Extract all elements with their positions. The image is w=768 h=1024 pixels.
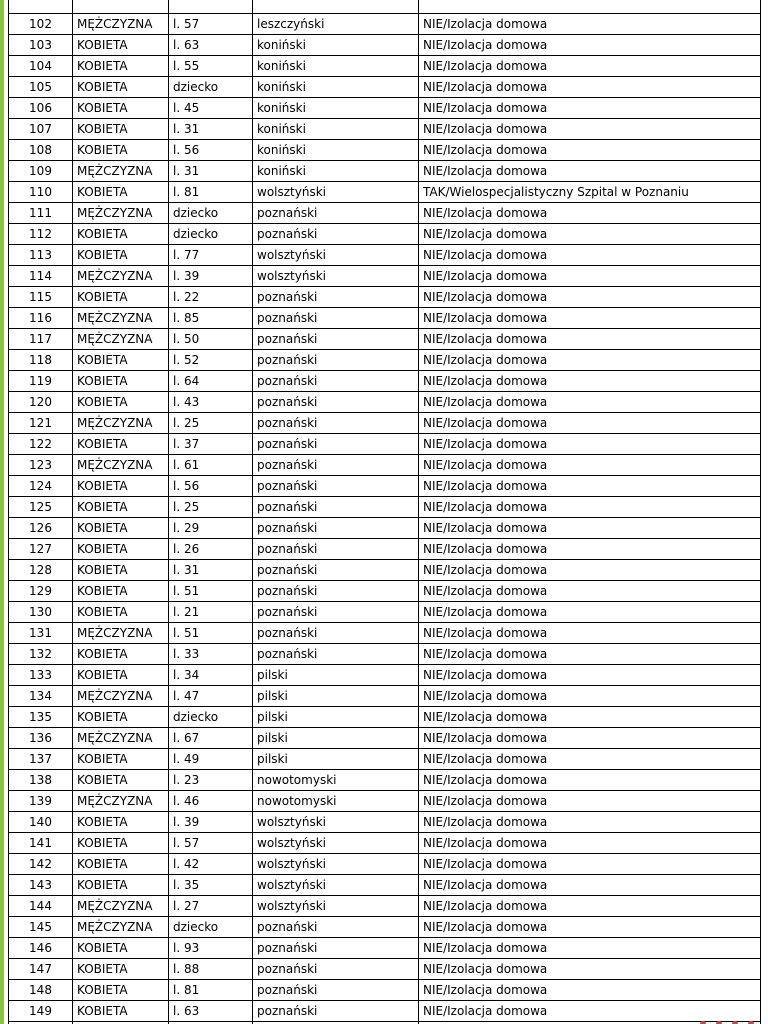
sex-cell: KOBIETA [73,518,169,539]
age-cell: dziecko [169,224,253,245]
case-number-cell: 103 [9,35,73,56]
case-number-cell: 149 [9,1001,73,1022]
hospitalization-cell: NIE/Izolacja domowa [419,644,761,665]
case-number-cell [9,0,73,14]
case-number-cell: 127 [9,539,73,560]
county-cell: pilski [253,749,419,770]
sex-cell: KOBIETA [73,350,169,371]
county-cell: poznański [253,224,419,245]
county-cell: pilski [253,686,419,707]
age-cell: dziecko [169,77,253,98]
age-cell: l. 37 [169,434,253,455]
table-row [9,770,761,791]
case-number-cell: 148 [9,980,73,1001]
sex-cell: MĘŻCZYZNA [73,623,169,644]
hospitalization-cell: NIE/Izolacja domowa [419,728,761,749]
age-cell: l. 52 [169,350,253,371]
county-cell: pilski [253,665,419,686]
age-cell: l. 61 [169,455,253,476]
sex-cell: KOBIETA [73,602,169,623]
age-cell: l. 88 [169,959,253,980]
county-cell: wolsztyński [253,812,419,833]
sex-cell: KOBIETA [73,56,169,77]
table-row [9,56,761,77]
case-number-cell: 139 [9,791,73,812]
county-cell: wolsztyński [253,245,419,266]
case-number-cell: 129 [9,581,73,602]
county-cell: koniński [253,98,419,119]
table-row [9,581,761,602]
case-number-cell: 140 [9,812,73,833]
sex-cell: KOBIETA [73,665,169,686]
table-row [9,707,761,728]
sex-cell: KOBIETA [73,35,169,56]
table-row [9,497,761,518]
sex-cell: KOBIETA [73,539,169,560]
sex-cell: MĘŻCZYZNA [73,413,169,434]
sex-cell: KOBIETA [73,476,169,497]
county-cell: koniński [253,77,419,98]
sex-cell: KOBIETA [73,581,169,602]
age-cell: l. 43 [169,392,253,413]
table-row [9,182,761,203]
case-number-cell: 132 [9,644,73,665]
table-row [9,0,761,14]
sex-cell: MĘŻCZYZNA [73,728,169,749]
county-cell: poznański [253,980,419,1001]
age-cell: dziecko [169,203,253,224]
hospitalization-cell: NIE/Izolacja domowa [419,686,761,707]
county-cell: poznański [253,329,419,350]
table-row [9,371,761,392]
case-number-cell: 102 [9,14,73,35]
hospitalization-cell: NIE/Izolacja domowa [419,896,761,917]
age-cell: l. 85 [169,308,253,329]
sex-cell: KOBIETA [73,119,169,140]
table-row [9,602,761,623]
case-number-cell: 108 [9,140,73,161]
case-number-cell: 131 [9,623,73,644]
sex-cell: KOBIETA [73,371,169,392]
hospitalization-cell: NIE/Izolacja domowa [419,980,761,1001]
hospitalization-cell: NIE/Izolacja domowa [419,98,761,119]
table-row [9,812,761,833]
sex-cell: MĘŻCZYZNA [73,266,169,287]
table-row [9,560,761,581]
hospitalization-cell: NIE/Izolacja domowa [419,539,761,560]
county-cell: wolsztyński [253,854,419,875]
hospitalization-cell: NIE/Izolacja domowa [419,602,761,623]
sex-cell: MĘŻCZYZNA [73,896,169,917]
sex-cell: KOBIETA [73,287,169,308]
county-cell: poznański [253,434,419,455]
table-row [9,140,761,161]
age-cell: l. 35 [169,875,253,896]
sex-cell: KOBIETA [73,245,169,266]
county-cell: poznański [253,392,419,413]
table-row [9,287,761,308]
age-cell: l. 22 [169,287,253,308]
case-number-cell: 109 [9,161,73,182]
case-table-body [9,0,761,1024]
case-number-cell: 107 [9,119,73,140]
age-cell: l. 93 [169,938,253,959]
county-cell: poznański [253,938,419,959]
hospitalization-cell: NIE/Izolacja domowa [419,833,761,854]
hospitalization-cell: NIE/Izolacja domowa [419,371,761,392]
county-cell: koniński [253,35,419,56]
hospitalization-cell: NIE/Izolacja domowa [419,35,761,56]
county-cell: poznański [253,203,419,224]
county-cell: poznański [253,476,419,497]
age-cell: l. 57 [169,833,253,854]
age-cell: dziecko [169,707,253,728]
hospitalization-cell: NIE/Izolacja domowa [419,119,761,140]
age-cell: l. 64 [169,371,253,392]
county-cell: koniński [253,140,419,161]
case-number-cell: 130 [9,602,73,623]
age-cell: l. 51 [169,581,253,602]
age-cell: l. 51 [169,623,253,644]
hospitalization-cell: NIE/Izolacja domowa [419,245,761,266]
green-edge-stripe [0,0,4,1024]
case-number-cell: 145 [9,917,73,938]
hospitalization-cell: NIE/Izolacja domowa [419,287,761,308]
hospitalization-cell: NIE/Izolacja domowa [419,56,761,77]
county-cell: nowotomyski [253,770,419,791]
age-cell: l. 27 [169,896,253,917]
hospitalization-cell: NIE/Izolacja domowa [419,266,761,287]
sex-cell: KOBIETA [73,749,169,770]
county-cell: wolsztyński [253,266,419,287]
age-cell: l. 56 [169,476,253,497]
age-cell: l. 63 [169,35,253,56]
table-row [9,686,761,707]
age-cell: l. 55 [169,56,253,77]
sex-cell: KOBIETA [73,812,169,833]
hospitalization-cell: NIE/Izolacja domowa [419,518,761,539]
case-table [8,0,761,1024]
age-cell: l. 45 [169,98,253,119]
table-row [9,938,761,959]
table-row [9,392,761,413]
case-number-cell: 134 [9,686,73,707]
county-cell: poznański [253,371,419,392]
hospitalization-cell: NIE/Izolacja domowa [419,350,761,371]
sex-cell: MĘŻCZYZNA [73,161,169,182]
case-number-cell: 119 [9,371,73,392]
county-cell: wolsztyński [253,896,419,917]
sex-cell: KOBIETA [73,98,169,119]
county-cell: poznański [253,413,419,434]
sex-cell: KOBIETA [73,182,169,203]
table-row [9,896,761,917]
hospitalization-cell: NIE/Izolacja domowa [419,161,761,182]
age-cell: l. 57 [169,14,253,35]
table-row [9,329,761,350]
hospitalization-cell: NIE/Izolacja domowa [419,770,761,791]
case-number-cell: 142 [9,854,73,875]
table-row [9,119,761,140]
table-row [9,350,761,371]
sex-cell [73,0,169,14]
table-row [9,203,761,224]
case-number-cell: 111 [9,203,73,224]
case-number-cell: 125 [9,497,73,518]
age-cell: l. 31 [169,161,253,182]
county-cell: poznański [253,644,419,665]
table-row [9,959,761,980]
hospitalization-cell: NIE/Izolacja domowa [419,959,761,980]
sex-cell: KOBIETA [73,980,169,1001]
sex-cell: KOBIETA [73,854,169,875]
age-cell: dziecko [169,917,253,938]
case-number-cell: 118 [9,350,73,371]
age-cell [169,0,253,14]
hospitalization-cell: NIE/Izolacja domowa [419,140,761,161]
table-row [9,980,761,1001]
hospitalization-cell: NIE/Izolacja domowa [419,455,761,476]
case-number-cell: 147 [9,959,73,980]
table-row [9,77,761,98]
sex-cell: KOBIETA [73,77,169,98]
hospitalization-cell: NIE/Izolacja domowa [419,581,761,602]
hospitalization-cell: NIE/Izolacja domowa [419,203,761,224]
county-cell: koniński [253,161,419,182]
county-cell: koniński [253,56,419,77]
sex-cell: MĘŻCZYZNA [73,686,169,707]
sex-cell: MĘŻCZYZNA [73,308,169,329]
hospitalization-cell: NIE/Izolacja domowa [419,308,761,329]
sex-cell: MĘŻCZYZNA [73,329,169,350]
county-cell: poznański [253,1001,419,1022]
county-cell: poznański [253,917,419,938]
sex-cell: KOBIETA [73,959,169,980]
hospitalization-cell: NIE/Izolacja domowa [419,329,761,350]
sex-cell: KOBIETA [73,392,169,413]
sex-cell: KOBIETA [73,224,169,245]
table-row [9,1001,761,1022]
sex-cell: KOBIETA [73,1001,169,1022]
sex-cell: MĘŻCZYZNA [73,455,169,476]
case-number-cell: 136 [9,728,73,749]
table-row [9,476,761,497]
table-row [9,518,761,539]
case-number-cell: 137 [9,749,73,770]
sex-cell: MĘŻCZYZNA [73,203,169,224]
case-number-cell: 143 [9,875,73,896]
sex-cell: KOBIETA [73,434,169,455]
table-row [9,224,761,245]
county-cell: koniński [253,119,419,140]
sex-cell: KOBIETA [73,770,169,791]
case-number-cell: 122 [9,434,73,455]
table-row [9,245,761,266]
age-cell: l. 21 [169,602,253,623]
county-cell: poznański [253,959,419,980]
sex-cell: MĘŻCZYZNA [73,14,169,35]
table-row [9,665,761,686]
hospitalization-cell: NIE/Izolacja domowa [419,392,761,413]
table-row [9,434,761,455]
case-number-cell: 123 [9,455,73,476]
age-cell: l. 33 [169,644,253,665]
table-row [9,266,761,287]
case-number-cell: 138 [9,770,73,791]
case-number-cell: 144 [9,896,73,917]
case-number-cell: 114 [9,266,73,287]
county-cell: wolsztyński [253,875,419,896]
county-cell: pilski [253,728,419,749]
county-cell: wolsztyński [253,182,419,203]
county-cell: poznański [253,287,419,308]
age-cell: l. 39 [169,812,253,833]
table-row [9,455,761,476]
table-row [9,791,761,812]
age-cell: l. 29 [169,518,253,539]
table-row [9,413,761,434]
hospitalization-cell: NIE/Izolacja domowa [419,476,761,497]
case-number-cell: 135 [9,707,73,728]
hospitalization-cell: NIE/Izolacja domowa [419,707,761,728]
sex-cell: KOBIETA [73,875,169,896]
age-cell: l. 50 [169,329,253,350]
sex-cell: MĘŻCZYZNA [73,791,169,812]
case-number-cell: 110 [9,182,73,203]
case-number-cell: 112 [9,224,73,245]
case-number-cell: 126 [9,518,73,539]
sex-cell: KOBIETA [73,497,169,518]
case-number-cell: 105 [9,77,73,98]
table-row [9,854,761,875]
county-cell: poznański [253,497,419,518]
age-cell: l. 42 [169,854,253,875]
hospitalization-cell: TAK/Wielospecjalistyczny Szpital w Poznaniu [419,182,761,203]
age-cell: l. 47 [169,686,253,707]
age-cell: l. 49 [169,749,253,770]
county-cell: poznański [253,560,419,581]
hospitalization-cell: NIE/Izolacja domowa [419,749,761,770]
age-cell: l. 56 [169,140,253,161]
hospitalization-cell: NIE/Izolacja domowa [419,1001,761,1022]
sex-cell: KOBIETA [73,707,169,728]
county-cell [253,0,419,14]
county-cell: poznański [253,350,419,371]
age-cell: l. 23 [169,770,253,791]
case-number-cell: 141 [9,833,73,854]
hospitalization-cell: NIE/Izolacja domowa [419,434,761,455]
hospitalization-cell: NIE/Izolacja domowa [419,77,761,98]
table-row [9,539,761,560]
sex-cell: KOBIETA [73,560,169,581]
county-cell: poznański [253,581,419,602]
case-number-cell: 104 [9,56,73,77]
county-cell: poznański [253,308,419,329]
county-cell: poznański [253,623,419,644]
table-row [9,623,761,644]
sex-cell: KOBIETA [73,644,169,665]
table-row [9,728,761,749]
case-number-cell: 120 [9,392,73,413]
county-cell: pilski [253,707,419,728]
sex-cell: MĘŻCZYZNA [73,917,169,938]
county-cell: poznański [253,602,419,623]
case-number-cell: 117 [9,329,73,350]
age-cell: l. 46 [169,791,253,812]
case-number-cell: 133 [9,665,73,686]
age-cell: l. 31 [169,119,253,140]
case-number-cell: 116 [9,308,73,329]
age-cell: l. 81 [169,182,253,203]
case-number-cell: 121 [9,413,73,434]
hospitalization-cell: NIE/Izolacja domowa [419,497,761,518]
table-row [9,917,761,938]
case-table-container [8,0,760,1024]
case-number-cell: 124 [9,476,73,497]
hospitalization-cell: NIE/Izolacja domowa [419,623,761,644]
case-number-cell: 115 [9,287,73,308]
hospitalization-cell: NIE/Izolacja domowa [419,917,761,938]
county-cell: poznański [253,539,419,560]
table-row [9,644,761,665]
county-cell: wolsztyński [253,833,419,854]
table-row [9,833,761,854]
age-cell: l. 25 [169,413,253,434]
age-cell: l. 34 [169,665,253,686]
table-row [9,14,761,35]
county-cell: nowotomyski [253,791,419,812]
age-cell: l. 25 [169,497,253,518]
hospitalization-cell [419,0,761,14]
age-cell: l. 31 [169,560,253,581]
case-number-cell: 128 [9,560,73,581]
table-row [9,161,761,182]
hospitalization-cell: NIE/Izolacja domowa [419,875,761,896]
hospitalization-cell: NIE/Izolacja domowa [419,224,761,245]
hospitalization-cell: NIE/Izolacja domowa [419,791,761,812]
age-cell: l. 26 [169,539,253,560]
table-row [9,98,761,119]
hospitalization-cell: NIE/Izolacja domowa [419,665,761,686]
sex-cell: KOBIETA [73,833,169,854]
sex-cell: KOBIETA [73,938,169,959]
table-row [9,35,761,56]
case-number-cell: 146 [9,938,73,959]
table-row [9,308,761,329]
county-cell: leszczyński [253,14,419,35]
age-cell: l. 81 [169,980,253,1001]
sex-cell: KOBIETA [73,140,169,161]
case-number-cell: 106 [9,98,73,119]
table-row [9,749,761,770]
age-cell: l. 39 [169,266,253,287]
hospitalization-cell: NIE/Izolacja domowa [419,413,761,434]
age-cell: l. 67 [169,728,253,749]
hospitalization-cell: NIE/Izolacja domowa [419,560,761,581]
hospitalization-cell: NIE/Izolacja domowa [419,14,761,35]
hospitalization-cell: NIE/Izolacja domowa [419,854,761,875]
hospitalization-cell: NIE/Izolacja domowa [419,812,761,833]
hospitalization-cell: NIE/Izolacja domowa [419,938,761,959]
age-cell: l. 63 [169,1001,253,1022]
county-cell: poznański [253,518,419,539]
table-row [9,875,761,896]
county-cell: poznański [253,455,419,476]
case-number-cell: 113 [9,245,73,266]
age-cell: l. 77 [169,245,253,266]
